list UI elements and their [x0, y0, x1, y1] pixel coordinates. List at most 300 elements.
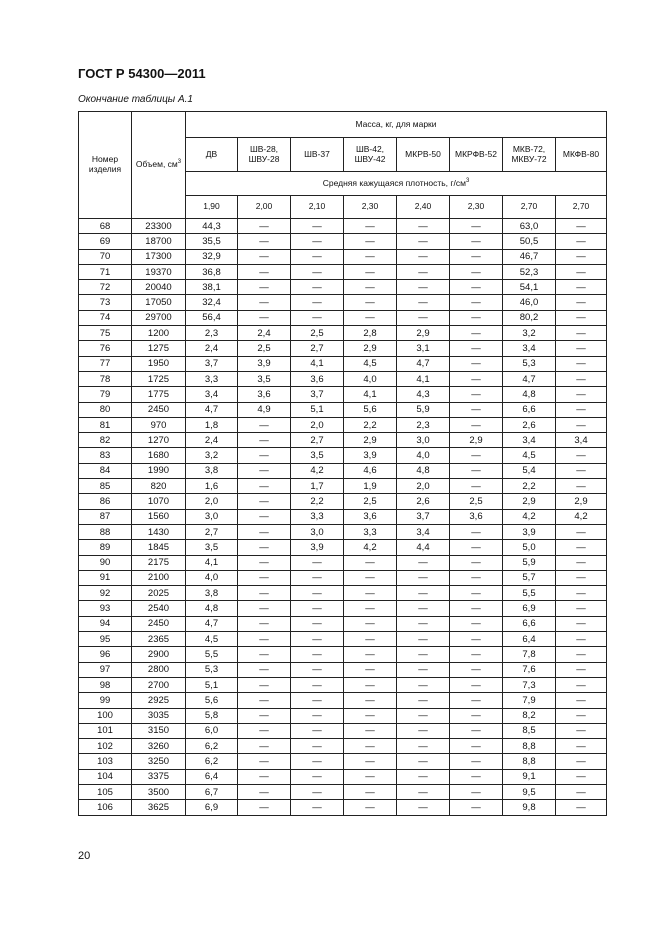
volume-cell: 17300 [132, 249, 186, 264]
mass-cell: — [450, 677, 503, 692]
mass-cell: — [291, 264, 344, 279]
mass-cell: — [450, 586, 503, 601]
mass-cell: — [397, 586, 450, 601]
mass-cell: — [556, 479, 607, 494]
mass-cell: 4,8 [397, 463, 450, 478]
mass-cell: 1,6 [186, 479, 238, 494]
table-row [79, 433, 607, 448]
mass-cell: 2,5 [450, 494, 503, 509]
brand-header: МКВ-72, МКВУ-72 [503, 138, 556, 172]
mass-cell: — [238, 769, 291, 784]
volume-cell: 1560 [132, 509, 186, 524]
mass-cell: — [397, 769, 450, 784]
table-row [79, 647, 607, 662]
mass-cell: 4,7 [186, 402, 238, 417]
mass-cell: — [344, 295, 397, 310]
mass-cell: 4,1 [291, 356, 344, 371]
density-value: 2,70 [556, 196, 607, 219]
brand-header: МКРВ-50 [397, 138, 450, 172]
mass-cell: — [397, 800, 450, 815]
mass-cell: — [450, 662, 503, 677]
mass-cell: — [450, 402, 503, 417]
item-number-cell: 96 [79, 647, 132, 662]
item-number-cell: 77 [79, 356, 132, 371]
mass-cell: — [556, 448, 607, 463]
table-row [79, 310, 607, 325]
item-number-cell: 98 [79, 677, 132, 692]
mass-cell: — [450, 234, 503, 249]
mass-cell: — [397, 234, 450, 249]
item-number-cell: 76 [79, 341, 132, 356]
mass-cell: — [556, 754, 607, 769]
mass-cell: — [344, 723, 397, 738]
mass-cell: 5,8 [186, 708, 238, 723]
mass-cell: 56,4 [186, 310, 238, 325]
table-row [79, 723, 607, 738]
table-row [79, 677, 607, 692]
mass-cell: 3,4 [186, 387, 238, 402]
mass-cell: 5,5 [503, 586, 556, 601]
mass-cell: 3,6 [238, 387, 291, 402]
density-value: 2,30 [450, 196, 503, 219]
table-row [79, 234, 607, 249]
item-number-cell: 73 [79, 295, 132, 310]
density-value: 2,10 [291, 196, 344, 219]
mass-cell: 6,4 [186, 769, 238, 784]
mass-cell: 2,3 [397, 417, 450, 432]
density-value: 2,40 [397, 196, 450, 219]
mass-cell: — [238, 479, 291, 494]
volume-cell: 3150 [132, 723, 186, 738]
mass-cell: — [556, 219, 607, 234]
mass-cell: — [344, 586, 397, 601]
volume-cell: 3035 [132, 708, 186, 723]
mass-cell: — [556, 677, 607, 692]
mass-cell: — [450, 555, 503, 570]
item-number-cell: 75 [79, 326, 132, 341]
mass-cell: — [397, 662, 450, 677]
table-row [79, 540, 607, 555]
table-row [79, 769, 607, 784]
mass-cell: 4,2 [556, 509, 607, 524]
mass-cell: — [450, 326, 503, 341]
volume-cell: 3375 [132, 769, 186, 784]
mass-cell: 3,5 [291, 448, 344, 463]
table-row [79, 555, 607, 570]
volume-cell: 2100 [132, 570, 186, 585]
volume-cell: 970 [132, 417, 186, 432]
item-number-cell: 79 [79, 387, 132, 402]
item-number-cell: 88 [79, 524, 132, 539]
mass-cell: 8,5 [503, 723, 556, 738]
item-number-cell: 70 [79, 249, 132, 264]
mass-cell: — [450, 310, 503, 325]
mass-cell: 4,0 [186, 570, 238, 585]
mass-cell: — [450, 769, 503, 784]
mass-cell: — [238, 494, 291, 509]
table-row [79, 509, 607, 524]
mass-cell: — [238, 632, 291, 647]
mass-cell: 2,2 [291, 494, 344, 509]
mass-cell: — [397, 647, 450, 662]
mass-cell: — [450, 754, 503, 769]
mass-cell: 2,6 [397, 494, 450, 509]
mass-cell: — [556, 662, 607, 677]
mass-cell: — [450, 417, 503, 432]
mass-cell: — [556, 524, 607, 539]
item-number-cell: 83 [79, 448, 132, 463]
mass-cell: — [291, 723, 344, 738]
density-value: 2,00 [238, 196, 291, 219]
mass-cell: — [238, 310, 291, 325]
mass-cell: — [344, 662, 397, 677]
mass-cell: 2,7 [291, 341, 344, 356]
mass-cell: 3,3 [186, 371, 238, 386]
mass-cell: 4,3 [397, 387, 450, 402]
mass-cell: 3,2 [186, 448, 238, 463]
mass-cell: 3,9 [344, 448, 397, 463]
mass-cell: 80,2 [503, 310, 556, 325]
mass-cell: — [450, 784, 503, 799]
mass-cell: — [238, 524, 291, 539]
mass-cell: — [238, 417, 291, 432]
mass-cell: — [450, 219, 503, 234]
header-density-sup: 3 [465, 177, 470, 184]
mass-cell: 2,4 [186, 341, 238, 356]
item-number-cell: 71 [79, 264, 132, 279]
mass-cell: — [556, 586, 607, 601]
volume-cell: 3250 [132, 754, 186, 769]
mass-cell: — [397, 754, 450, 769]
brand-header: ШВ-37 [291, 138, 344, 172]
mass-cell: 3,6 [344, 509, 397, 524]
mass-cell: 4,7 [397, 356, 450, 371]
mass-cell: 5,4 [503, 463, 556, 478]
item-number-cell: 85 [79, 479, 132, 494]
mass-cell: — [450, 540, 503, 555]
item-number-cell: 94 [79, 616, 132, 631]
mass-cell: — [344, 647, 397, 662]
mass-cell: 5,7 [503, 570, 556, 585]
mass-cell: — [344, 632, 397, 647]
mass-cell: — [556, 280, 607, 295]
mass-cell: 4,8 [503, 387, 556, 402]
mass-cell: — [450, 616, 503, 631]
brand-header: ШВ-42, ШВУ-42 [344, 138, 397, 172]
mass-cell: 2,3 [186, 326, 238, 341]
mass-cell: 5,9 [503, 555, 556, 570]
mass-cell: 3,6 [450, 509, 503, 524]
mass-cell: 2,9 [344, 341, 397, 356]
mass-cell: 3,1 [397, 341, 450, 356]
mass-cell: 2,9 [450, 433, 503, 448]
table-row [79, 586, 607, 601]
table-row [79, 326, 607, 341]
mass-cell: — [238, 433, 291, 448]
mass-cell: 6,2 [186, 754, 238, 769]
mass-cell: 4,1 [397, 371, 450, 386]
mass-cell: — [344, 219, 397, 234]
mass-cell: 4,8 [186, 601, 238, 616]
volume-cell: 3260 [132, 739, 186, 754]
mass-cell: — [344, 555, 397, 570]
table-caption: Окончание таблицы А.1 [78, 94, 193, 105]
volume-cell: 1680 [132, 448, 186, 463]
volume-cell: 2025 [132, 586, 186, 601]
volume-cell: 17050 [132, 295, 186, 310]
mass-cell: — [556, 616, 607, 631]
mass-cell: — [291, 708, 344, 723]
mass-cell: — [556, 341, 607, 356]
mass-cell: — [450, 601, 503, 616]
mass-cell: — [397, 784, 450, 799]
table-row [79, 570, 607, 585]
mass-cell: — [556, 234, 607, 249]
mass-cell: — [450, 463, 503, 478]
table-row [79, 632, 607, 647]
header-item-number: Номер изделия [79, 112, 132, 219]
mass-cell: 2,9 [397, 326, 450, 341]
volume-cell: 1990 [132, 463, 186, 478]
volume-cell: 2925 [132, 693, 186, 708]
mass-cell: 7,9 [503, 693, 556, 708]
header-density [186, 172, 607, 196]
volume-cell: 2175 [132, 555, 186, 570]
item-number-cell: 105 [79, 784, 132, 799]
item-number-cell: 81 [79, 417, 132, 432]
mass-cell: — [344, 616, 397, 631]
mass-cell: — [450, 371, 503, 386]
header-density-label: Средняя кажущаяся плотность, г/см [322, 177, 466, 188]
mass-cell: 3,3 [344, 524, 397, 539]
volume-cell: 2365 [132, 632, 186, 647]
mass-cell: 4,0 [344, 371, 397, 386]
item-number-cell: 72 [79, 280, 132, 295]
mass-cell: — [291, 739, 344, 754]
density-value: 2,70 [503, 196, 556, 219]
mass-cell: 7,6 [503, 662, 556, 677]
mass-cell: 3,8 [186, 586, 238, 601]
volume-cell: 1275 [132, 341, 186, 356]
volume-cell: 29700 [132, 310, 186, 325]
mass-cell: — [291, 295, 344, 310]
mass-cell: 3,0 [397, 433, 450, 448]
mass-cell: — [238, 570, 291, 585]
mass-cell: 3,0 [291, 524, 344, 539]
mass-cell: — [556, 708, 607, 723]
mass-cell: — [556, 555, 607, 570]
mass-cell: 3,3 [291, 509, 344, 524]
volume-cell: 2450 [132, 402, 186, 417]
mass-cell: 4,7 [503, 371, 556, 386]
mass-cell: — [238, 234, 291, 249]
item-number-cell: 104 [79, 769, 132, 784]
mass-cell: 2,9 [556, 494, 607, 509]
mass-cell: — [291, 219, 344, 234]
mass-cell: 8,2 [503, 708, 556, 723]
volume-cell: 20040 [132, 280, 186, 295]
mass-cell: — [556, 570, 607, 585]
mass-cell: — [556, 249, 607, 264]
item-number-cell: 95 [79, 632, 132, 647]
header-volume-sup: 3 [177, 159, 182, 166]
mass-cell: 3,8 [186, 463, 238, 478]
table-row [79, 280, 607, 295]
mass-cell: 6,2 [186, 739, 238, 754]
table-row [79, 708, 607, 723]
item-number-cell: 99 [79, 693, 132, 708]
item-number-cell: 100 [79, 708, 132, 723]
mass-cell: 3,5 [238, 371, 291, 386]
mass-cell: 2,9 [344, 433, 397, 448]
volume-cell: 2540 [132, 601, 186, 616]
mass-cell: — [238, 463, 291, 478]
mass-cell: — [238, 586, 291, 601]
mass-cell: 6,6 [503, 402, 556, 417]
mass-cell: — [344, 264, 397, 279]
mass-cell: — [397, 601, 450, 616]
table-row [79, 356, 607, 371]
mass-cell: — [397, 739, 450, 754]
volume-cell: 18700 [132, 234, 186, 249]
volume-cell: 2450 [132, 616, 186, 631]
mass-cell: — [238, 693, 291, 708]
mass-cell: — [238, 264, 291, 279]
table-row [79, 479, 607, 494]
mass-cell: 2,4 [238, 326, 291, 341]
table-row [79, 601, 607, 616]
mass-cell: — [397, 723, 450, 738]
mass-cell: — [397, 555, 450, 570]
mass-cell: 4,5 [503, 448, 556, 463]
mass-cell: — [344, 769, 397, 784]
mass-cell: 2,6 [503, 417, 556, 432]
mass-cell: 2,0 [397, 479, 450, 494]
table-row [79, 402, 607, 417]
mass-cell: 44,3 [186, 219, 238, 234]
mass-cell: — [450, 264, 503, 279]
mass-cell: 4,1 [344, 387, 397, 402]
mass-cell: 2,7 [186, 524, 238, 539]
mass-cell: — [556, 310, 607, 325]
item-number-cell: 78 [79, 371, 132, 386]
mass-cell: — [450, 739, 503, 754]
mass-cell: 2,0 [291, 417, 344, 432]
mass-cell: — [291, 632, 344, 647]
mass-cell: — [556, 647, 607, 662]
mass-cell: — [556, 371, 607, 386]
volume-cell: 19370 [132, 264, 186, 279]
mass-cell: 4,0 [397, 448, 450, 463]
item-number-cell: 97 [79, 662, 132, 677]
mass-cell: — [556, 417, 607, 432]
mass-cell: 2,5 [238, 341, 291, 356]
table-row [79, 784, 607, 799]
mass-cell: — [344, 280, 397, 295]
mass-cell: — [397, 280, 450, 295]
mass-cell: — [238, 555, 291, 570]
mass-cell: — [397, 264, 450, 279]
mass-cell: — [344, 708, 397, 723]
table-row [79, 463, 607, 478]
mass-cell: 3,4 [397, 524, 450, 539]
mass-cell: — [238, 219, 291, 234]
brand-header: ДВ [186, 138, 238, 172]
mass-cell: — [291, 616, 344, 631]
volume-cell: 1725 [132, 371, 186, 386]
brand-header: МКРФВ-52 [450, 138, 503, 172]
volume-cell: 2800 [132, 662, 186, 677]
mass-cell: — [556, 402, 607, 417]
mass-cell: — [450, 800, 503, 815]
mass-cell: — [556, 723, 607, 738]
mass-cell: 2,7 [291, 433, 344, 448]
mass-cell: 4,2 [291, 463, 344, 478]
mass-cell: 2,9 [503, 494, 556, 509]
mass-cell: 4,2 [344, 540, 397, 555]
volume-cell: 1845 [132, 540, 186, 555]
mass-cell: — [238, 249, 291, 264]
mass-cell: — [556, 693, 607, 708]
mass-cell: — [291, 800, 344, 815]
volume-cell: 820 [132, 479, 186, 494]
table-row [79, 800, 607, 815]
mass-cell: 6,9 [186, 800, 238, 815]
mass-cell: 32,9 [186, 249, 238, 264]
mass-cell: 6,9 [503, 601, 556, 616]
mass-cell: 1,9 [344, 479, 397, 494]
mass-cell: — [238, 784, 291, 799]
mass-cell: 3,4 [503, 433, 556, 448]
mass-cell: — [397, 708, 450, 723]
mass-cell: — [344, 601, 397, 616]
table-row [79, 249, 607, 264]
mass-cell: — [397, 219, 450, 234]
mass-cell: 52,3 [503, 264, 556, 279]
mass-cell: 4,4 [397, 540, 450, 555]
mass-cell: — [291, 249, 344, 264]
item-number-cell: 84 [79, 463, 132, 478]
table-row [79, 341, 607, 356]
mass-cell: — [397, 677, 450, 692]
item-number-cell: 80 [79, 402, 132, 417]
table-row [79, 616, 607, 631]
mass-cell: — [238, 448, 291, 463]
mass-cell: — [556, 463, 607, 478]
mass-cell: — [397, 249, 450, 264]
mass-cell: 9,8 [503, 800, 556, 815]
volume-cell: 3500 [132, 784, 186, 799]
mass-cell: — [238, 739, 291, 754]
mass-cell: — [556, 264, 607, 279]
table-row [79, 494, 607, 509]
mass-cell: — [291, 677, 344, 692]
mass-cell: — [556, 632, 607, 647]
mass-cell: 2,5 [291, 326, 344, 341]
volume-cell: 1775 [132, 387, 186, 402]
table-row [79, 295, 607, 310]
header-volume [132, 112, 186, 219]
mass-cell: — [450, 570, 503, 585]
mass-cell: — [291, 784, 344, 799]
volume-cell: 1070 [132, 494, 186, 509]
volume-cell: 3625 [132, 800, 186, 815]
mass-cell: 6,4 [503, 632, 556, 647]
mass-cell: — [238, 723, 291, 738]
mass-cell: — [556, 356, 607, 371]
mass-cell: 8,8 [503, 739, 556, 754]
mass-cell: — [238, 662, 291, 677]
